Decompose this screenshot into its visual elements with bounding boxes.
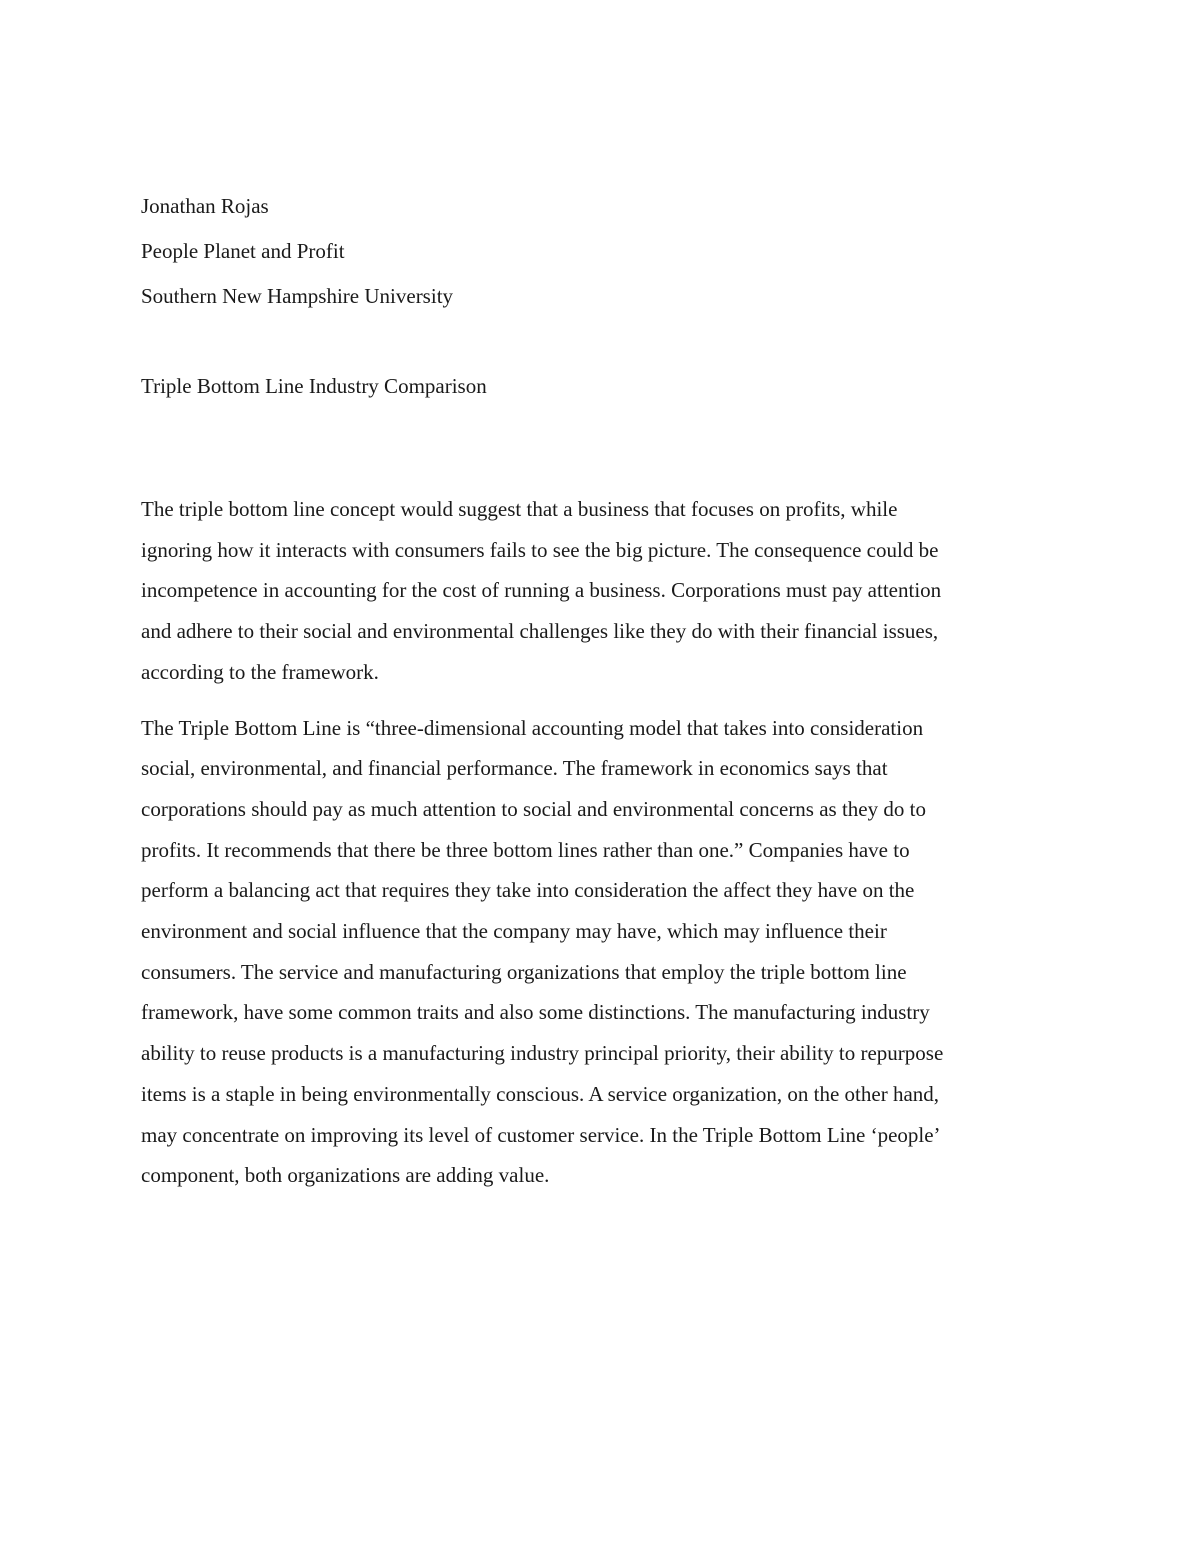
paragraph-line: and adhere to their social and environmental challenges like they do with their financial issues,: [141, 619, 939, 644]
paragraph-line: The triple bottom line concept would suggest that a business that focuses on profits, while: [141, 497, 898, 521]
paragraph-2: [141, 708, 1061, 1196]
institution-name: Southern New Hampshire University: [141, 284, 454, 308]
paragraph-line: The Triple Bottom Line is “three-dimensional accounting model that takes into consideration: [141, 715, 924, 740]
paragraph-line: consumers. The service and manufacturing organizations that employ the triple bottom line: [141, 959, 907, 984]
paragraph-line: environment and social influence that the company may have, which may influence their: [141, 919, 887, 944]
paragraph-1: [141, 489, 1061, 693]
author-name: Jonathan Rojas: [141, 194, 269, 218]
paragraph-line: according to the framework.: [141, 659, 379, 684]
paragraph-line: framework, have some common traits and also some distinctions. The manufacturing industry: [141, 1000, 930, 1025]
paragraph-line: ignoring how it interacts with consumers fails to see the big picture. The consequence could be: [141, 537, 939, 562]
document-content: [141, 184, 1061, 1196]
paragraph-line: profits. It recommends that there be three bottom lines rather than one.” Companies have to: [141, 837, 910, 862]
paragraph-line: social, environmental, and financial performance. The framework in economics says that: [141, 756, 888, 781]
course-name: People Planet and Profit: [141, 239, 345, 263]
document-title: Triple Bottom Line Industry Comparison: [141, 374, 487, 398]
paragraph-line: ability to reuse products is a manufacturing industry principal priority, their ability to repurpose: [141, 1041, 944, 1066]
paragraph-line: perform a balancing act that requires they take into consideration the affect they have on the: [141, 878, 915, 903]
paragraph-line: may concentrate on improving its level of customer service. In the Triple Bottom Line ‘people’: [141, 1122, 941, 1147]
paragraph-line: corporations should pay as much attention to social and environmental concerns as they do to: [141, 796, 926, 821]
paragraph-line: items is a staple in being environmentally conscious. A service organization, on the other hand,: [141, 1081, 940, 1106]
paragraph-line: incompetence in accounting for the cost of running a business. Corporations must pay attention: [141, 578, 942, 603]
paragraph-line: component, both organizations are adding value.: [141, 1163, 550, 1188]
